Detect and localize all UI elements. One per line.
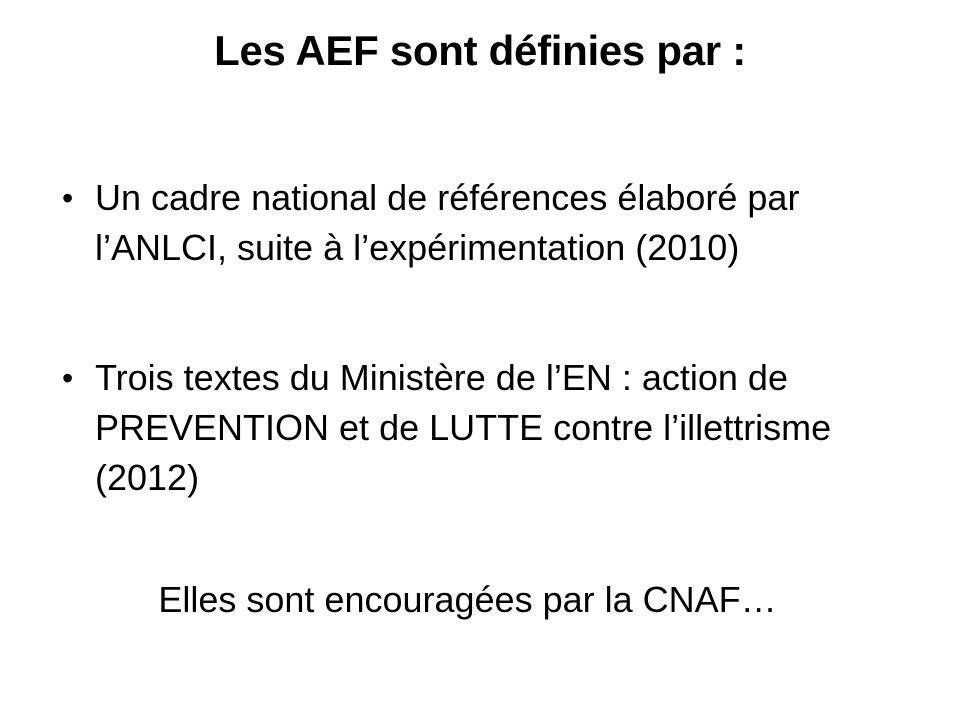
bullet-icon: • bbox=[62, 360, 74, 396]
bullet-2-line-3: (2012) bbox=[95, 457, 200, 498]
bullet-1-line-1: Un cadre national de références élaboré par bbox=[95, 177, 800, 218]
bullet-text-2 bbox=[95, 353, 930, 503]
bullet-1-line-2: l’ANLCI, suite à l’expérimentation (2010) bbox=[95, 227, 740, 268]
slide-title: Les AEF sont définies par : bbox=[214, 27, 746, 74]
bullet-item-1 bbox=[62, 173, 930, 273]
bullet-2-line-2: PREVENTION et de LUTTE contre l’illettrisme bbox=[95, 407, 832, 448]
bullet-item-2 bbox=[62, 353, 930, 503]
bullet-icon: • bbox=[62, 180, 74, 216]
closing-statement: Elles sont encouragées par la CNAF… bbox=[158, 579, 777, 620]
bullet-2-line-1: Trois textes du Ministère de l’EN : action de bbox=[95, 357, 788, 398]
slide-body bbox=[62, 173, 930, 503]
bullet-text-1 bbox=[95, 173, 930, 273]
